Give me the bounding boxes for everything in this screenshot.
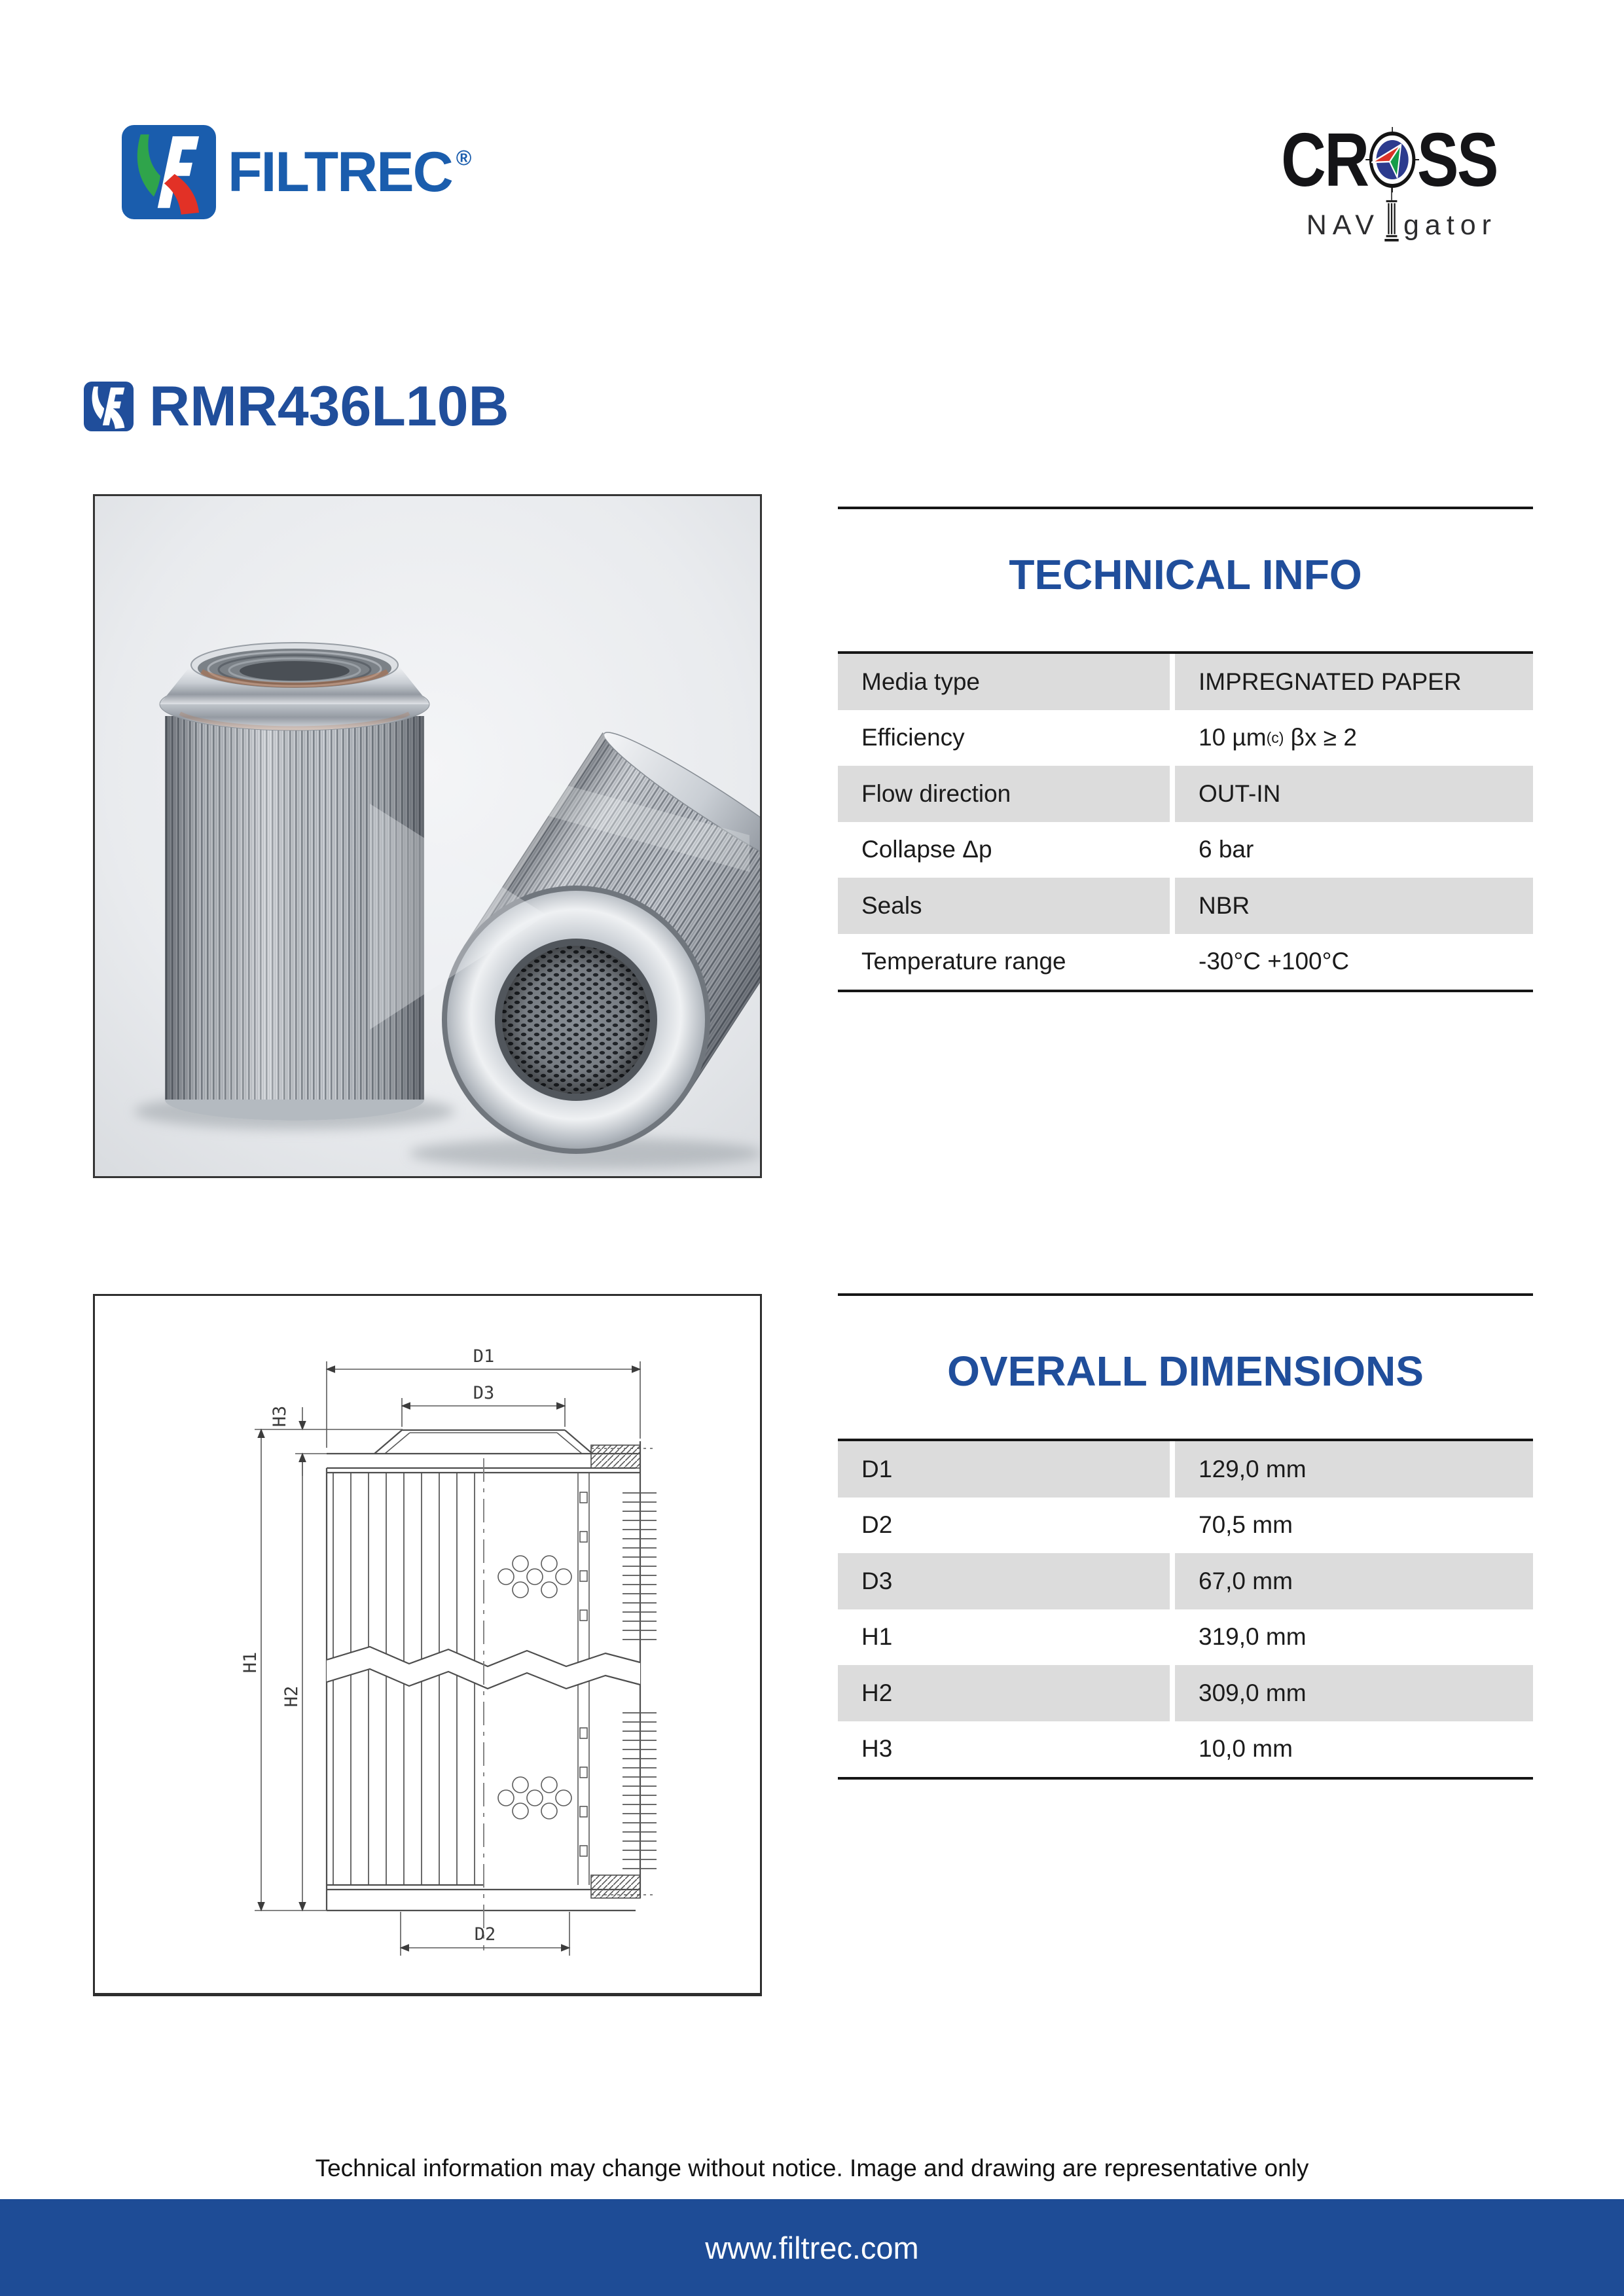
technical-section-rule bbox=[838, 507, 1533, 509]
dimension-drawing bbox=[95, 1296, 760, 1993]
table-row bbox=[838, 1665, 1533, 1721]
gator-text: gator bbox=[1403, 209, 1497, 241]
table-row bbox=[838, 1553, 1533, 1609]
row-value: 10,0 mm bbox=[1175, 1721, 1533, 1778]
row-label: Flow direction bbox=[838, 766, 1170, 822]
dim-label-d1: D1 bbox=[473, 1346, 495, 1367]
brand-text: FILTREC bbox=[228, 141, 452, 204]
table-row bbox=[838, 878, 1533, 934]
dimensions-section-rule bbox=[838, 1293, 1533, 1296]
product-photo-box bbox=[93, 494, 762, 1178]
nav-text: NAV bbox=[1306, 209, 1380, 241]
row-label: Collapse Δp bbox=[838, 822, 1170, 878]
row-value: 70,5 mm bbox=[1175, 1498, 1533, 1554]
dim-label-h2: H2 bbox=[281, 1685, 302, 1708]
row-value: 6 bar bbox=[1175, 822, 1533, 878]
dim-label-d3: D3 bbox=[473, 1383, 495, 1403]
row-value: IMPREGNATED PAPER bbox=[1175, 654, 1533, 710]
table-row bbox=[838, 1609, 1533, 1666]
dim-label-d2: D2 bbox=[474, 1924, 496, 1945]
row-value: NBR bbox=[1175, 878, 1533, 934]
product-code: RMR436L10B bbox=[149, 375, 509, 438]
product-mark-icon bbox=[84, 382, 134, 431]
table-row bbox=[838, 710, 1533, 766]
row-value: 67,0 mm bbox=[1175, 1553, 1533, 1609]
row-label: H1 bbox=[838, 1609, 1170, 1666]
row-value: -30°C +100°C bbox=[1175, 934, 1533, 990]
table-row bbox=[838, 934, 1533, 990]
table-row bbox=[838, 1441, 1533, 1498]
brand-wordmark bbox=[228, 141, 472, 204]
overall-dimensions-title: OVERALL DIMENSIONS bbox=[947, 1348, 1424, 1395]
row-label: Temperature range bbox=[838, 934, 1170, 990]
row-label: Seals bbox=[838, 878, 1170, 934]
cross-wordmark bbox=[1281, 117, 1497, 202]
table-row bbox=[838, 654, 1533, 710]
table-row bbox=[838, 766, 1533, 822]
table-row bbox=[838, 822, 1533, 878]
dimension-drawing-box bbox=[93, 1294, 762, 1996]
table-row bbox=[838, 1721, 1533, 1778]
row-value: 309,0 mm bbox=[1175, 1665, 1533, 1721]
website-link[interactable]: www.filtrec.com bbox=[705, 2230, 919, 2265]
disclaimer-text: Technical information may change without notice. Image and drawing are representative only bbox=[315, 2155, 1309, 2181]
row-label: H2 bbox=[838, 1665, 1170, 1721]
dim-label-h1: H1 bbox=[240, 1651, 261, 1674]
cross-text-right: SS bbox=[1417, 117, 1497, 202]
product-photo-illustration bbox=[95, 496, 760, 1176]
table-row bbox=[838, 1498, 1533, 1554]
row-label: D2 bbox=[838, 1498, 1170, 1554]
overall-dimensions-table bbox=[838, 1439, 1533, 1780]
row-label: Media type bbox=[838, 654, 1170, 710]
row-label: Efficiency bbox=[838, 710, 1170, 766]
footer-bar bbox=[0, 2199, 1624, 2296]
filtrec-logo-icon bbox=[122, 125, 216, 219]
row-value: 319,0 mm bbox=[1175, 1609, 1533, 1666]
technical-info-table bbox=[838, 651, 1533, 992]
row-label: H3 bbox=[838, 1721, 1170, 1778]
registered-mark: ® bbox=[456, 146, 472, 170]
row-label: D1 bbox=[838, 1441, 1170, 1498]
cross-navigator-logo bbox=[1235, 117, 1497, 241]
compass-icon bbox=[1365, 127, 1419, 192]
product-header bbox=[84, 375, 509, 438]
row-value: 129,0 mm bbox=[1175, 1441, 1533, 1498]
row-label: D3 bbox=[838, 1553, 1170, 1609]
dim-label-h3: H3 bbox=[270, 1405, 290, 1427]
row-value: 10 µm (c) βx ≥ 2 bbox=[1175, 710, 1533, 766]
row-value: OUT-IN bbox=[1175, 766, 1533, 822]
technical-info-title: TECHNICAL INFO bbox=[1009, 551, 1362, 598]
filtrec-logo bbox=[122, 125, 471, 219]
cross-text-left: CR bbox=[1281, 117, 1368, 202]
